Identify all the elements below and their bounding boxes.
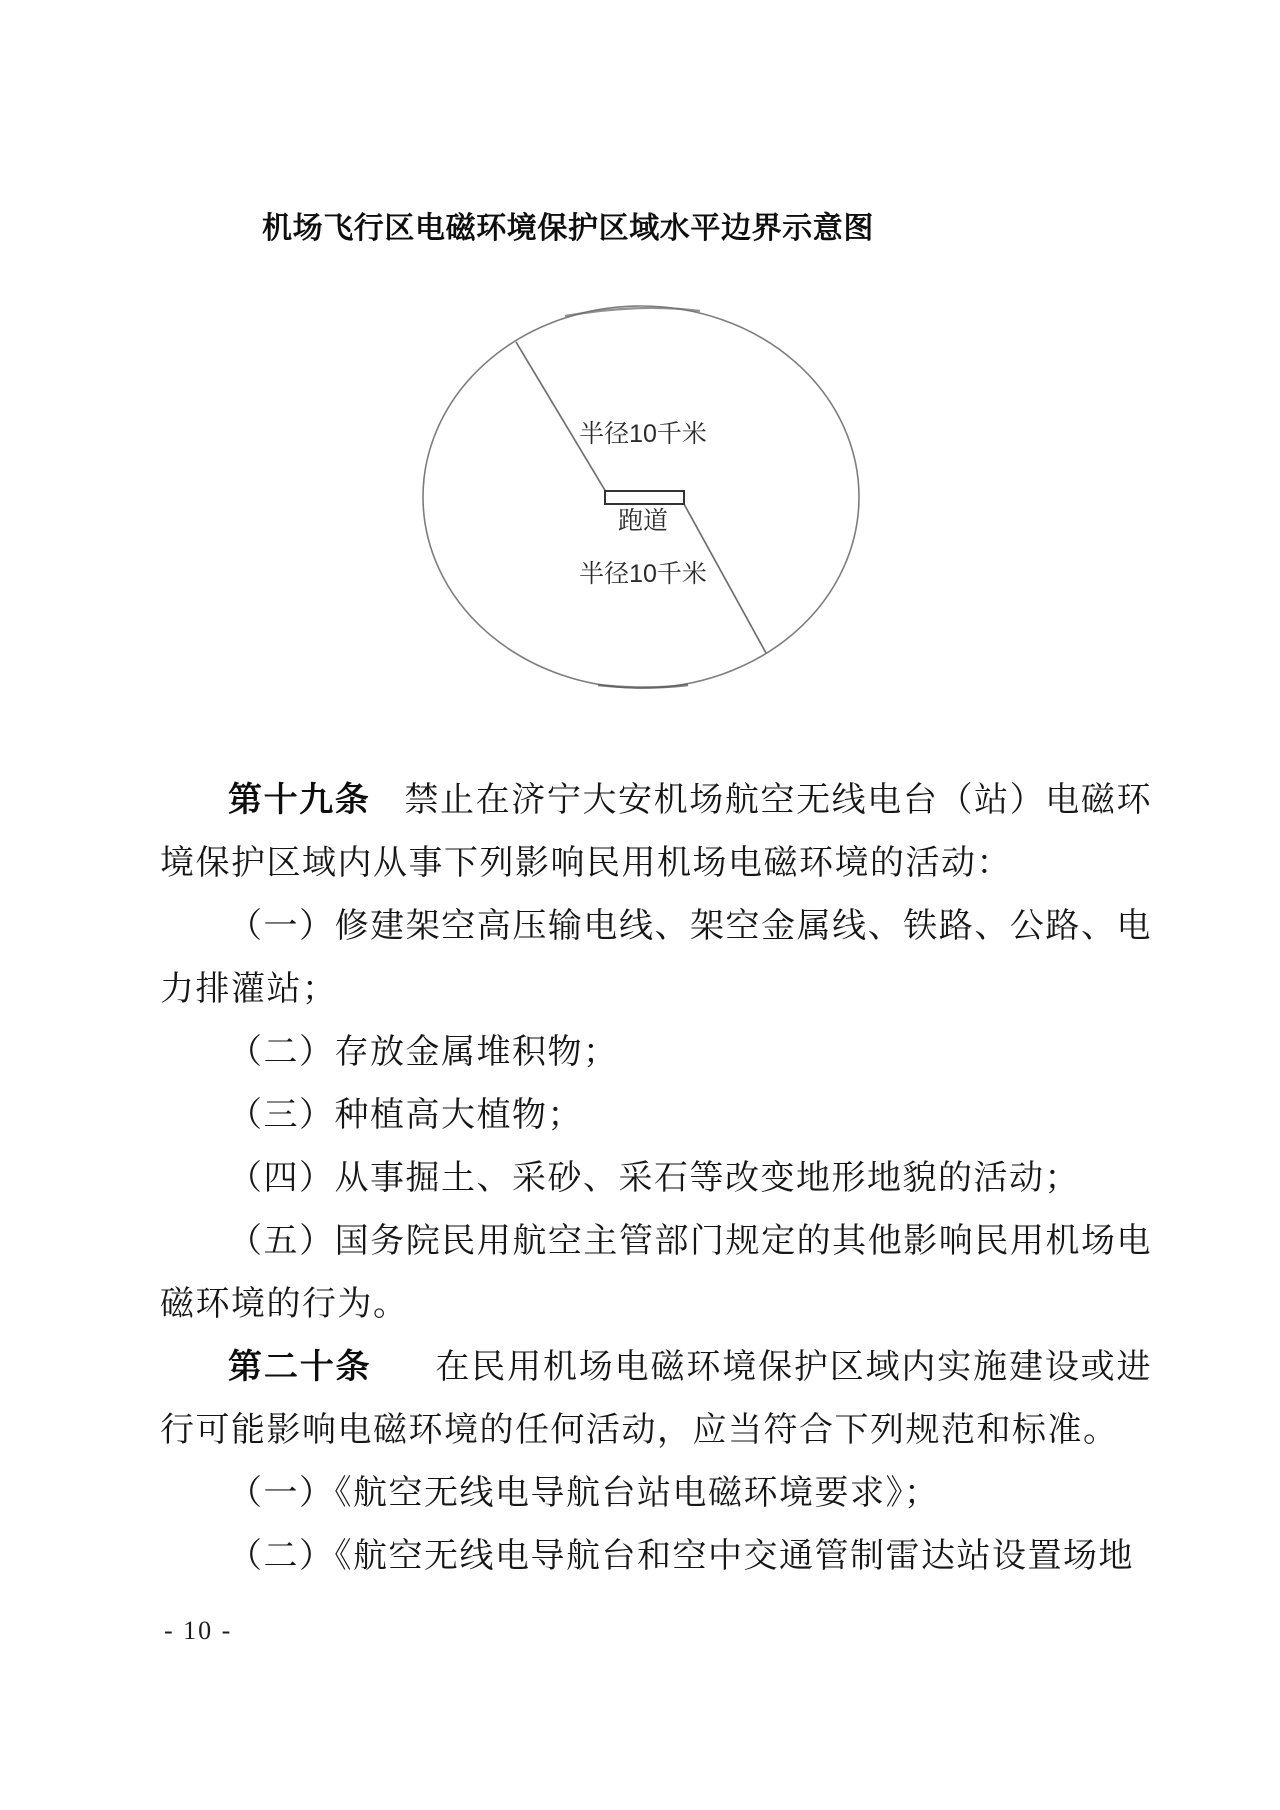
airport-em-protection-boundary-diagram	[350, 280, 910, 710]
article-20-number: 第二十条	[228, 1348, 372, 1386]
article-19-number: 第十九条	[228, 781, 371, 819]
figure-title: 机场飞行区电磁环境保护区域水平边界示意图	[262, 212, 874, 245]
paragraph-article-19	[160, 769, 1152, 895]
document-body	[160, 769, 1152, 1588]
article-19-item-2: （二）存放金属堆积物；	[228, 1034, 619, 1071]
paragraph-article-20	[160, 1336, 1152, 1462]
runway-label: 跑道	[617, 507, 669, 535]
article-20-item-2: （二）《航空无线电导航台和空中交通管制雷达站设置场地	[228, 1538, 1134, 1575]
article-19-item-4: （四）从事掘土、采砂、采石等改变地形地貌的活动；	[228, 1160, 1080, 1197]
radius-lower-label: 半径10千米	[579, 560, 707, 588]
article-19-lead: 禁止在济宁大安机场航空无线电台（站）电磁环境保护区域内从事下列影响民用机场电磁环境的活动：	[160, 782, 1153, 882]
article-19-item-3: （三）种植高大植物；	[228, 1097, 583, 1134]
diagram-canvas	[350, 280, 910, 710]
radius-upper-label: 半径10千米	[579, 420, 707, 448]
article-19-item-1: （一）修建架空高压输电线、架空金属线、铁路、公路、电力排灌站；	[160, 908, 1152, 1008]
top-arc-mark	[565, 308, 700, 316]
article-20-lead: 在民用机场电磁环境保护区域内实施建设或进行可能影响电磁环境的任何活动，应当符合下列规范和标准。	[160, 1349, 1153, 1449]
bottom-arc-mark	[598, 685, 688, 688]
article-20-item-1: （一）《航空无线电导航台站电磁环境要求》；	[228, 1475, 940, 1512]
page-number: - 10 -	[164, 1616, 233, 1645]
article-19-item-5: （五）国务院民用航空主管部门规定的其他影响民用机场电磁环境的行为。	[160, 1223, 1152, 1323]
